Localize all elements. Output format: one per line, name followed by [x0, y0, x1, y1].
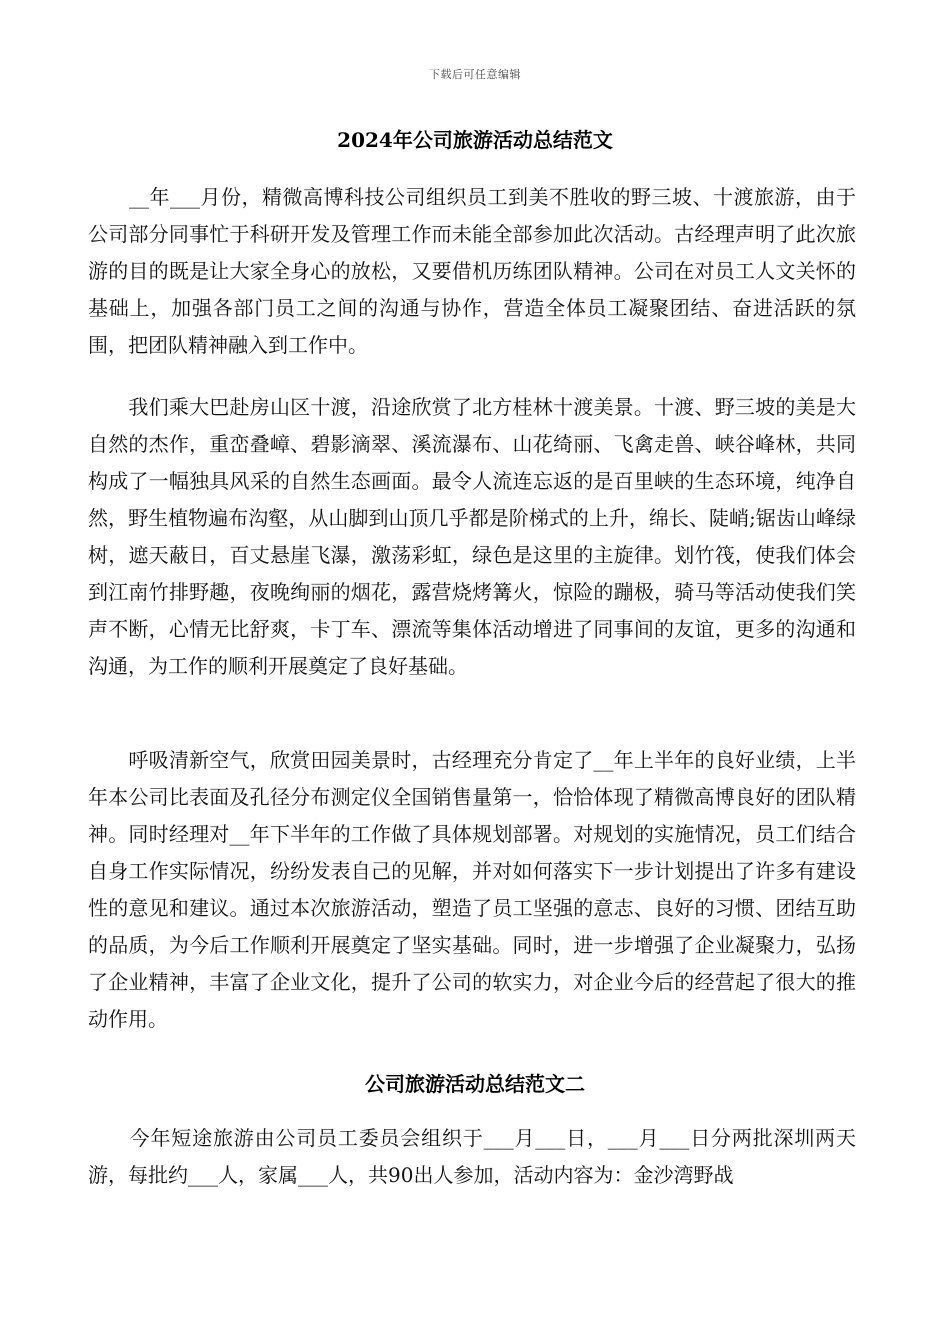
section-2-paragraph: 今年短途旅游由公司员工委员会组织于___月___日，___月___日分两批深圳两天游，每批约___人，家属___人，共90出人参加，活动内容为：金沙湾野战 — [88, 1126, 856, 1187]
paragraph-2: 我们乘大巴赴房山区十渡，沿途欣赏了北方桂林十渡美景。十渡、野三坡的美是大自然的杰作，重峦叠嶂、碧影滴翠、溪流瀑布、山花绮丽、飞禽走兽、峡谷峰林，共同构成了一幅独具风采的自然生态画面。最令人流连忘返的是百里峡的生态环境，纯净自然，野生植物遍布沟壑，从山脚到山顶几乎都是阶梯式的上升，绵长、陡峭;锯齿山峰绿树，遮天蔽日，百丈悬崖飞瀑，激荡彩虹，绿色是这里的主旋律。划竹筏，使我们体会到江南竹排野趣，夜晚绚丽的烟花，露营烧烤篝火，惊险的蹦极，骑马等活动使我们笑声不断，心情无比舒爽，卡丁车、漂流等集体活动增进了同事间的友谊，更多的沟通和沟通，为工作的顺利开展奠定了良好基础。 — [88, 395, 856, 678]
header-note: 下载后可任意编辑 — [429, 68, 521, 81]
document-title: 2024年公司旅游活动总结范文 — [337, 128, 613, 152]
paragraph-1: __年___月份，精微高博科技公司组织员工到美不胜收的野三坡、十渡旅游，由于公司部分同事忙于科研开发及管理工作而未能全部参加此次活动。古经理声明了此次旅游的目的既是让大家全身心的放松，又要借机历练团队精神。公司在对员工人文关怀的基础上，加强各部门员工之间的沟通与协作，营造全体员工凝聚团结、奋进活跃的氛围，把团队精神融入到工作中。 — [88, 185, 856, 357]
section-2-title: 公司旅游活动总结范文二 — [365, 1072, 585, 1096]
paragraph-3: 呼吸清新空气，欣赏田园美景时，古经理充分肯定了__年上半年的良好业绩，上半年本公司比表面及孔径分布测定仪全国销售量第一，恰恰体现了精微高博良好的团队精神。同时经理对__年下半年的工作做了具体规划部署。对规划的实施情况，员工们结合自身工作实际情况，纷纷发表自己的见解，并对如何落实下一步计划提出了许多有建设性的意见和建议。通过本次旅游活动，塑造了员工坚强的意志、良好的习惯、团结互助的品质，为今后工作顺利开展奠定了坚实基础。同时，进一步增强了企业凝聚力，弘扬了企业精神，丰富了企业文化，提升了公司的软实力，对企业今后的经营起了很大的推动作用。 — [88, 748, 856, 1031]
